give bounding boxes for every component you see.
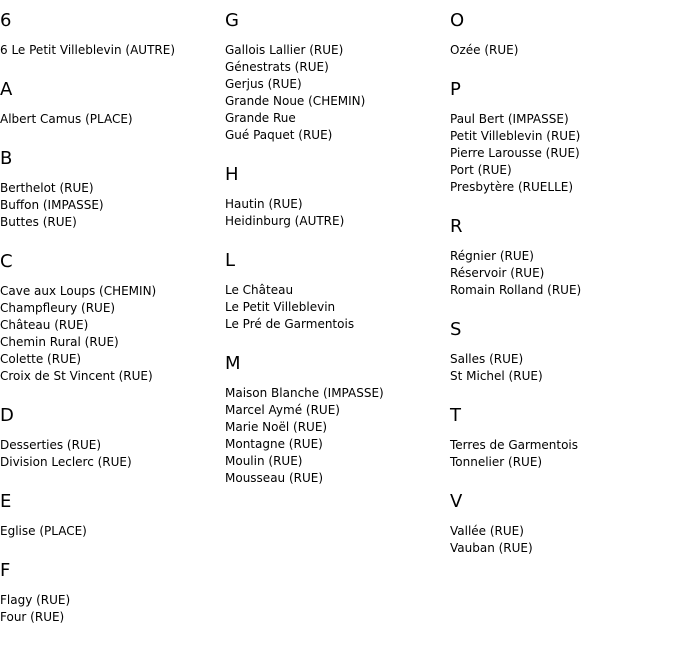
street-item: Paul Bert (IMPASSE) (450, 112, 569, 126)
letter-heading: D (0, 405, 14, 426)
letter-heading: E (0, 491, 12, 512)
street-item: Marie Noël (RUE) (225, 420, 328, 434)
street-item: Albert Camus (PLACE) (0, 112, 133, 126)
street-item: Vauban (RUE) (450, 541, 533, 555)
street-list (0, 42, 225, 59)
letter-group (450, 320, 675, 385)
street-item: Gué Paquet (RUE) (225, 128, 333, 142)
street-item: Grande Rue (225, 111, 296, 125)
street-list (450, 351, 675, 385)
street-item: Buttes (RUE) (0, 215, 77, 229)
street-item: Gerjus (RUE) (225, 77, 302, 91)
street-list (0, 111, 225, 128)
letter-group (450, 492, 675, 557)
street-item: Mousseau (RUE) (225, 471, 324, 485)
street-item: Régnier (RUE) (450, 249, 534, 263)
street-item: Le Château (225, 283, 294, 297)
street-list (225, 42, 450, 144)
street-item: Le Petit Villeblevin (225, 300, 336, 314)
street-item: Pierre Larousse (RUE) (450, 146, 580, 160)
letter-heading: C (0, 251, 13, 272)
letter-group (225, 11, 450, 144)
street-item: Terres de Garmentois (450, 438, 579, 452)
street-list (450, 111, 675, 196)
letter-heading: R (450, 216, 463, 237)
street-item: Salles (RUE) (450, 352, 524, 366)
letter-group (450, 217, 675, 299)
letter-heading: L (225, 250, 236, 271)
street-list (225, 385, 450, 487)
street-item: Gallois Lallier (RUE) (225, 43, 344, 57)
street-item: Chemin Rural (RUE) (0, 335, 119, 349)
street-item: 6 Le Petit Villeblevin (AUTRE) (0, 43, 175, 57)
street-list (0, 437, 225, 471)
letter-heading: P (450, 79, 461, 100)
street-item: Maison Blanche (IMPASSE) (225, 386, 384, 400)
letter-heading: H (225, 164, 239, 185)
letter-heading: B (0, 148, 13, 169)
street-item: Petit Villeblevin (RUE) (450, 129, 581, 143)
letter-group (450, 406, 675, 471)
index-column-1 (0, 0, 225, 626)
street-item: Buffon (IMPASSE) (0, 198, 104, 212)
street-item: Croix de St Vincent (RUE) (0, 369, 153, 383)
street-item: Marcel Aymé (RUE) (225, 403, 340, 417)
letter-group (450, 80, 675, 196)
letter-group (0, 406, 225, 471)
index-column-2 (225, 0, 450, 487)
street-item: Ozée (RUE) (450, 43, 519, 57)
street-list (450, 248, 675, 299)
street-item: Division Leclerc (RUE) (0, 455, 132, 469)
street-item: St Michel (RUE) (450, 369, 543, 383)
street-item: Vallée (RUE) (450, 524, 524, 538)
letter-heading: 6 (0, 10, 12, 31)
street-item: Eglise (PLACE) (0, 524, 87, 538)
street-item: Port (RUE) (450, 163, 512, 177)
street-list (0, 592, 225, 626)
street-item: Hautin (RUE) (225, 197, 303, 211)
street-list (450, 523, 675, 557)
letter-group (0, 561, 225, 626)
letter-heading: A (0, 79, 13, 100)
letter-heading: M (225, 353, 241, 374)
street-list (225, 282, 450, 333)
street-item: Génestrats (RUE) (225, 60, 329, 74)
street-item: Le Pré de Garmentois (225, 317, 355, 331)
street-item: Colette (RUE) (0, 352, 82, 366)
street-item: Flagy (RUE) (0, 593, 71, 607)
street-item: Grande Noue (CHEMIN) (225, 94, 366, 108)
letter-group (225, 251, 450, 333)
street-item: Romain Rolland (RUE) (450, 283, 582, 297)
street-list (0, 523, 225, 540)
letter-heading: T (450, 405, 461, 426)
letter-heading: S (450, 319, 462, 340)
letter-group (450, 11, 675, 59)
street-item: Presbytère (RUELLE) (450, 180, 574, 194)
street-item: Moulin (RUE) (225, 454, 303, 468)
letter-heading: F (0, 560, 11, 581)
letter-group (0, 252, 225, 385)
street-list (450, 437, 675, 471)
street-item: Montagne (RUE) (225, 437, 323, 451)
street-item: Château (RUE) (0, 318, 89, 332)
street-list (0, 283, 225, 385)
street-list (225, 196, 450, 230)
street-item: Berthelot (RUE) (0, 181, 94, 195)
street-item: Tonnelier (RUE) (450, 455, 543, 469)
letter-heading: V (450, 491, 463, 512)
letter-heading: O (450, 10, 465, 31)
letter-group (225, 354, 450, 487)
street-item: Four (RUE) (0, 610, 65, 624)
letter-group (225, 165, 450, 230)
street-item: Cave aux Loups (CHEMIN) (0, 284, 157, 298)
street-item: Réservoir (RUE) (450, 266, 545, 280)
letter-group (0, 149, 225, 231)
letter-group (0, 11, 225, 59)
street-list (0, 180, 225, 231)
letter-group (0, 492, 225, 540)
letter-heading: G (225, 10, 239, 31)
index-column-3 (450, 0, 675, 557)
street-item: Heidinburg (AUTRE) (225, 214, 345, 228)
street-item: Champfleury (RUE) (0, 301, 116, 315)
letter-group (0, 80, 225, 128)
street-item: Desserties (RUE) (0, 438, 101, 452)
street-list (450, 42, 675, 59)
